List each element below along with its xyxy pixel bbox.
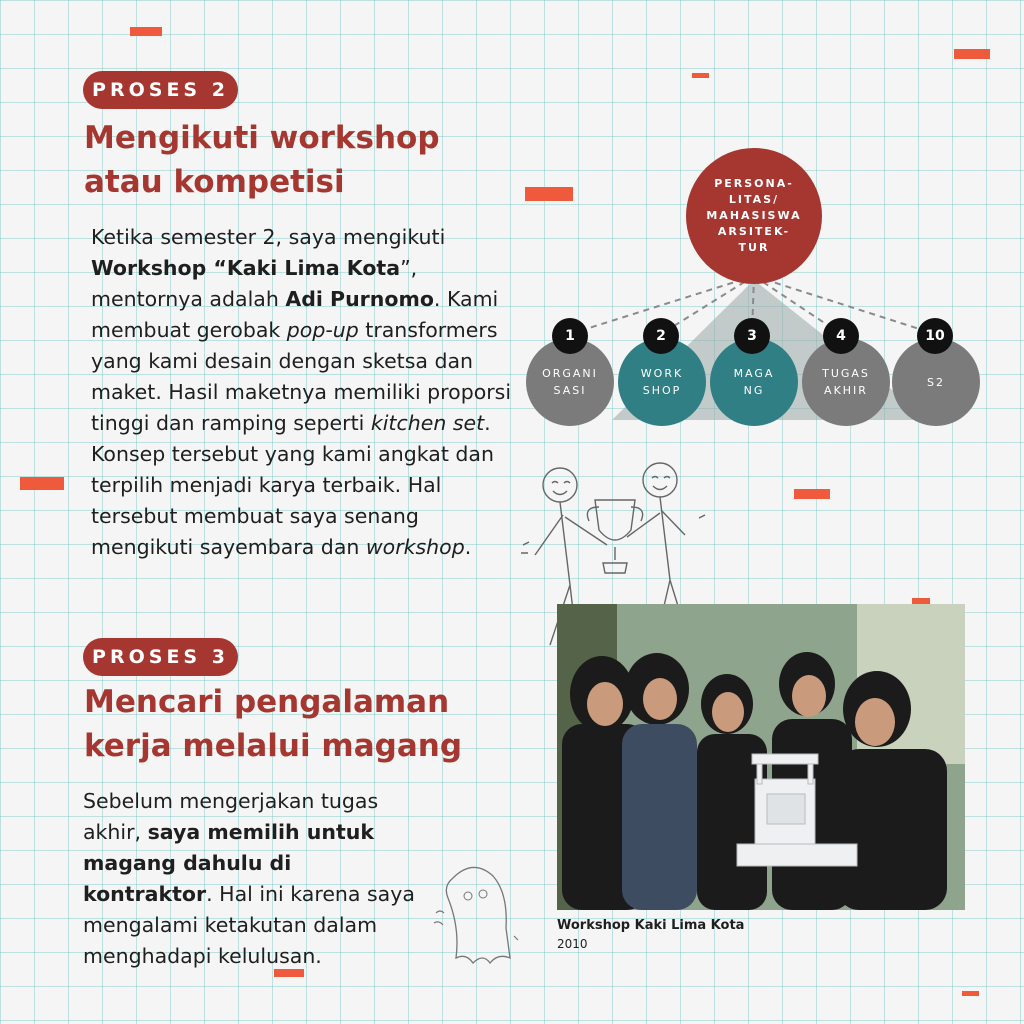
proses-2-text-segment: Ketika semester 2, saya mengikuti: [91, 225, 446, 249]
proses-2-text-segment: Workshop “Kaki Lima Kota: [91, 256, 401, 280]
stick-figure-head: [543, 468, 577, 502]
diagram-node-tugas-akhir: TUGAS AKHIR: [802, 338, 890, 426]
trophy-icon: [587, 500, 642, 573]
proses-2-text-segment: . Kami membuat gerobak: [91, 287, 499, 342]
proses-2-heading-line1: Mengikuti workshop: [84, 120, 440, 156]
diagram-node-s2: S2: [892, 338, 980, 426]
workshop-photo-image: [557, 604, 965, 910]
proses-3-heading-line2: kerja melalui magang: [84, 728, 463, 764]
proses-2-heading-line2: atau kompetisi: [84, 164, 345, 200]
proses-2-text-segment: transformers yang kami desain dengan sketsa dan maket. Hasil maketnya memiliki proporsi tinggi dan ramping seperti: [91, 318, 512, 435]
proses-2-text-segment: workshop: [365, 535, 465, 559]
diagram-number-badge: 3: [734, 318, 770, 354]
diagram-number-badge: 2: [643, 318, 679, 354]
proses-3-text-segment: saya memilih untuk magang dahulu di kontraktor: [83, 820, 374, 906]
diagram-number-badge: 4: [823, 318, 859, 354]
diagram-node-organisasi: ORGANI SASI: [526, 338, 614, 426]
proses-3-heading-line1: Mencari pengalaman: [84, 684, 450, 720]
proses-2-text-segment: .: [464, 535, 472, 559]
workshop-photo: [557, 604, 965, 910]
diagram-center-circle: PERSONA- LITAS/ MAHASISWA ARSITEK- TUR: [686, 148, 822, 284]
diagram-number-badge: 10: [917, 318, 953, 354]
proses-2-text-segment: kitchen set: [370, 411, 485, 435]
ghost-doodle-illustration: [428, 858, 523, 973]
proses-3-badge: PROSES 3: [83, 638, 238, 676]
photo-caption-year: 2010: [557, 937, 588, 951]
diagram-node-magang: MAGA NG: [710, 338, 798, 426]
proses-2-text-segment: ”, mentornya adalah: [91, 256, 418, 311]
proses-2-text-segment: . Konsep tersebut yang kami angkat dan terpilih menjadi karya terbaik. Hal tersebut membuat saya senang mengikuti sayembara dan: [91, 411, 494, 559]
diagram-number-badge: 1: [552, 318, 588, 354]
proses-3-text-segment: Sebelum mengerjakan tugas akhir,: [83, 789, 379, 844]
stick-figure-head: [643, 463, 677, 497]
proses-2-badge: PROSES 2: [83, 71, 238, 109]
ghost-icon: [446, 867, 510, 963]
photo-caption-title: Workshop Kaki Lima Kota: [557, 918, 745, 933]
diagram-node-workshop: WORK SHOP: [618, 338, 706, 426]
proses-2-text-segment: Adi Purnomo: [285, 287, 434, 311]
proses-2-text-segment: pop-up: [286, 318, 359, 342]
proses-3-text-segment: . Hal ini karena saya mengalami ketakutan dalam menghadapi kelulusan.: [83, 882, 415, 968]
